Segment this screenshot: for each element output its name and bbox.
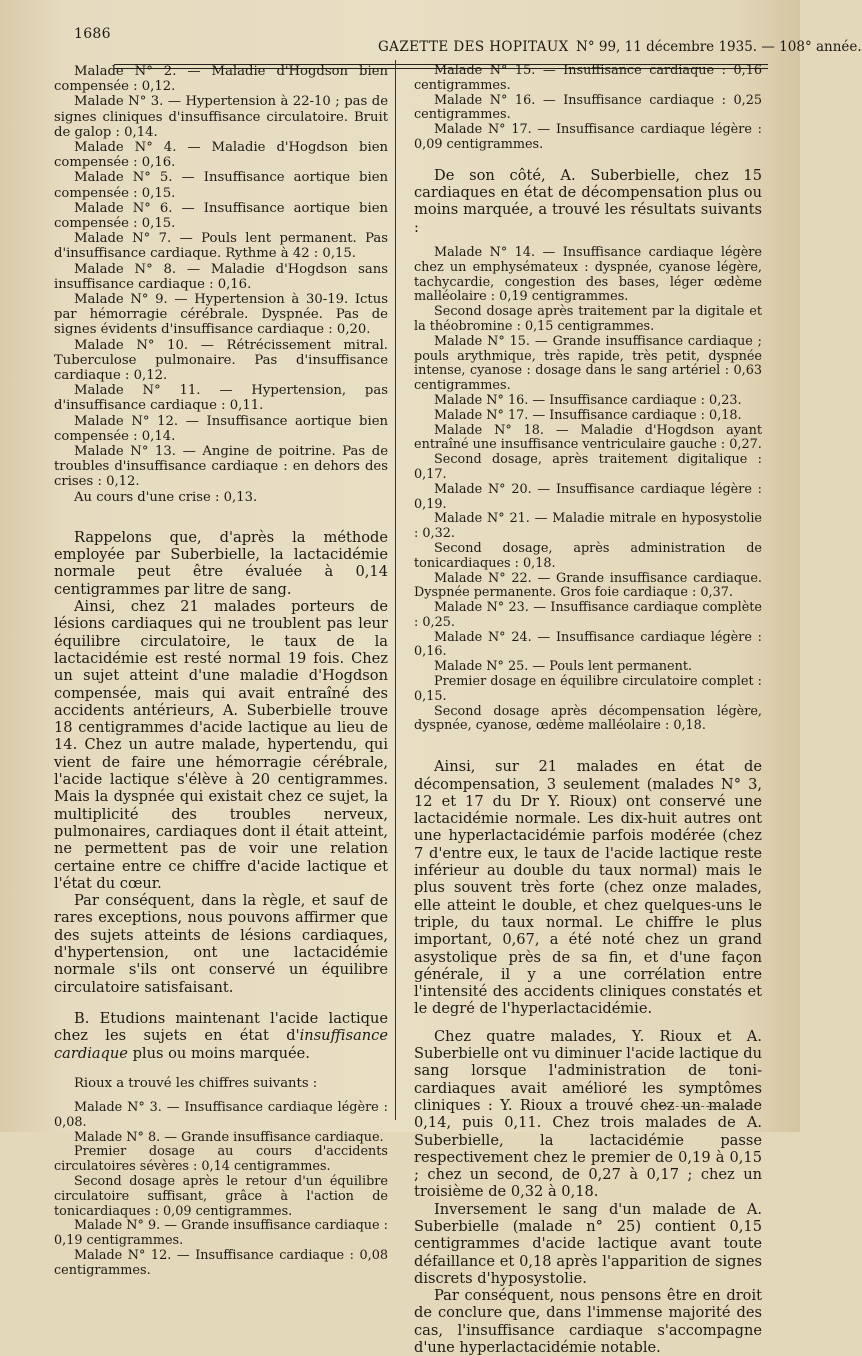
section-b-suffix: plus ou moins marquée. xyxy=(127,1044,310,1062)
case-entry: Malade N° 6. — Insuffisance aortique bien compensée : 0,15. xyxy=(54,200,388,232)
case-entry: Malade N° 14. — Insuffisance cardiaque légère chez un emphysémateux : dyspnée, cyanose légère, tachycardie, congestion des bases, léger œdème malléolaire : 0,19 centigrammes. xyxy=(414,244,762,305)
case-entry: Premier dosage en équilibre circulatoire complet : 0,15. xyxy=(414,674,762,704)
left-column xyxy=(54,64,388,1278)
paragraph-normal-lactacidemia: Rappelons que, d'après la méthode employée par Suberbielle, la lactacidémie normale peut être évaluée à 0,14 centigrammes par litre de sang. xyxy=(54,528,388,598)
rioux-intro: Rioux a trouvé les chiffres suivants : xyxy=(74,1075,318,1091)
case-list-rioux-continued xyxy=(414,64,762,153)
case-list-suberbielle xyxy=(414,246,762,734)
right-column xyxy=(414,63,762,1356)
section-b-emphasis: insuffisance cardiaque xyxy=(54,1027,388,1062)
case-entry: Malade N° 16. — Insuffisance cardiaque : 0,25 centigrammes. xyxy=(414,92,762,123)
case-entry: Second dosage après le retour d'un équilibre circulatoire suffisant, grâce à l'action de tonicardiaques : 0,09 centigrammes. xyxy=(54,1173,388,1219)
case-entry: Malade N° 3. — Insuffisance cardiaque légère : 0,08. xyxy=(54,1100,388,1130)
paragraph-tonicardiac-effect: Chez quatre malades, Y. Rioux et A. Suberbielle ont vu diminuer l'acide lactique du sang lorsque l'administration de toni-cardiaques avait amélioré les symptômes cliniques : Y. Rioux a trouvé chez un malade 0,14, puis 0,11. Chez trois malades de A. Suberbielle, la lactacidémie passe respectivement chez le premier de 0,19 à 0,15 ; chez un second, de 0,27 à 0,17 ; chez un troisième de 0,32 à 0,18. xyxy=(414,1027,762,1201)
case-entry: Malade N° 23. — Insuffisance cardiaque complète : 0,25. xyxy=(414,600,762,630)
case-entry: Malade N° 16. — Insuffisance cardiaque : 0,23. xyxy=(434,392,742,408)
case-entry: Malade N° 5. — Insuffisance aortique bien compensée : 0,15. xyxy=(54,170,388,201)
case-entry: Premier dosage au cours d'accidents circulatoires sévères : 0,14 centigrammes. xyxy=(54,1144,388,1175)
case-entry: Malade N° 25. — Pouls lent permanent. xyxy=(434,659,693,675)
case-entry: Malade N° 24. — Insuffisance cardiaque légère : 0,16. xyxy=(414,629,762,660)
case-entry: Second dosage, après traitement digitalique : 0,17. xyxy=(414,452,762,482)
case-entry: Malade N° 9. — Hypertension à 30-19. Ictus par hémorragie cérébrale. Dyspnée. Pas de signes évidents d'insuffisance cardiaque : 0,20. xyxy=(54,292,388,338)
case-list-rioux xyxy=(54,1101,388,1279)
case-entry: Malade N° 3. — Hypertension à 22-10 ; pas de signes cliniques d'insuffisance circulatoire. Bruit de galop : 0,14. xyxy=(54,94,388,140)
page-number: 1686 xyxy=(74,26,111,42)
case-entry: Malade N° 18. — Maladie d'Hogdson ayant entraîné une insuffisance ventriculaire gauche : 0,27. xyxy=(414,422,762,453)
issue-info: N° 99, 11 décembre 1935. — 108° année. xyxy=(576,39,862,55)
section-b-prefix: B. Etudions maintenant l'acide lactique chez les sujets en état d' xyxy=(54,1009,388,1045)
paragraph-decompensation-summary: Ainsi, sur 21 malades en état de décompensation, 3 seulement (malades N° 3, 12 et 17 du Dr Y. Rioux) ont conservé une lactacidémie normale. Les dix-huit autres ont une hyperlactacidémie parfois modérée (chez 7 d'entre eux, le taux de l'acide lactique reste inférieur au double du taux normal) mais le plus souvent très forte (chez onze malades, elle atteint le double, et chez quelques-uns le triple, du taux normal. Le chiffre le plus important, 0,67, a été noté chez un grand asystolique près de sa fin, et d'une façon générale, il y a une corrélation entre l'intensité des accidents cliniques constatés et le degré de l'hyperlactacidémie. xyxy=(414,758,762,1018)
case-entry: Malade N° 17. — Insuffisance cardiaque : 0,18. xyxy=(434,407,742,423)
case-entry: Malade N° 4. — Maladie d'Hogdson bien compensée : 0,16. xyxy=(54,140,388,171)
case-entry: Malade N° 13. — Angine de poitrine. Pas de troubles d'insuffisance cardiaque : en dehors des crises : 0,12. xyxy=(54,444,388,490)
case-entry: Malade N° 21. — Maladie mitrale en hyposystolie : 0,32. xyxy=(414,511,762,542)
case-entry: Malade N° 8. — Grande insuffisance cardiaque. xyxy=(74,1129,384,1145)
journal-title: GAZETTE DES HOPITAUX xyxy=(378,39,569,55)
case-entry: Malade N° 10. — Rétrécissement mitral. Tuberculose pulmonaire. Pas d'insuffisance cardiaque : 0,12. xyxy=(54,337,388,384)
case-entry: Second dosage après décompensation légère, dyspnée, cyanose, œdème malléolaire : 0,18. xyxy=(414,703,762,734)
paragraph-inversely: Inversement le sang d'un malade de A. Suberbielle (malade n° 25) contient 0,15 centigrammes d'acide lactique avant toute défaillance et 0,18 après l'apparition de signes discrets d'hyposystolie. xyxy=(414,1200,762,1287)
column-end-mark xyxy=(640,1106,750,1107)
case-entry: Malade N° 12. — Insuffisance aortique bien compensée : 0,14. xyxy=(54,413,388,444)
paragraph-21-patients: Ainsi, chez 21 malades porteurs de lésions cardiaques qui ne troublent pas leur équilibre circulatoire, le taux de la lactacidémie est resté normal 19 fois. Chez un sujet atteint d'une maladie d'Hogdson compensée, mais qui avait entraîné des accidents antérieurs, A. Suberbielle trouve 18 centigrammes d'acide lactique au lieu de 14. Chez un autre malade, hypertendu, qui vient de faire une hémorragie cérébrale, l'acide lactique s'élève à 20 centigrammes. Mais la dyspnée qui existait chez ce sujet, la multiplicité des troubles nerveux, pulmonaires, cardiaques dont il était atteint, ne permettent pas de voir une relation certaine entre ce chiffre d'acide lactique et l'état du cœur. xyxy=(54,598,388,892)
case-list-compensated xyxy=(54,64,388,505)
case-entry: Malade N° 7. — Pouls lent permanent. Pas d'insuffisance cardiaque. Rythme à 42 : 0,15. xyxy=(54,231,388,262)
case-entry: Second dosage après traitement par la digitale et la théobromine : 0,15 centigrammes. xyxy=(414,304,762,334)
case-entry: Au cours d'une crise : 0,13. xyxy=(74,489,258,505)
case-entry: Malade N° 15. — Grande insuffisance cardiaque ; pouls arythmique, très rapide, très petit, dyspnée intense, cyanose : dosage dans le sang artériel : 0,63 centigrammes. xyxy=(414,333,762,394)
case-entry: Malade N° 17. — Insuffisance cardiaque légère : 0,09 centigrammes. xyxy=(414,122,762,152)
case-entry: Malade N° 12. — Insuffisance cardiaque : 0,08 centigrammes. xyxy=(54,1247,388,1278)
column-divider xyxy=(395,60,396,1120)
case-entry: Malade N° 9. — Grande insuffisance cardiaque : 0,19 centigrammes. xyxy=(54,1218,388,1249)
section-b-heading xyxy=(54,1010,388,1062)
page-header xyxy=(36,24,862,64)
case-entry: Malade N° 15. — Insuffisance cardiaque : 0,16 centigrammes. xyxy=(414,63,762,93)
case-entry: Malade N° 8. — Maladie d'Hogdson sans insuffisance cardiaque : 0,16. xyxy=(54,261,388,292)
case-entry: Malade N° 22. — Grande insuffisance cardiaque. Dyspnée permanente. Gros foie cardiaque : 0,37. xyxy=(414,570,762,601)
paragraph-conclusion-compensated: Par conséquent, dans la règle, et sauf de rares exceptions, nous pouvons affirmer que des sujets atteints de lésions cardiaques, d'hypertension, ont une lactacidémie normale s'ils ont conservé un équilibre circulatoire satisfaisant. xyxy=(54,892,388,996)
case-entry: Malade N° 2. — Maladie d'Hogdson bien compensée : 0,12. xyxy=(54,64,388,95)
paragraph-suberbielle-intro: De son côté, A. Suberbielle, chez 15 cardiaques en état de décompensation plus ou moins marquée, a trouvé les résultats suivants : xyxy=(414,166,762,236)
case-entry: Second dosage, après administration de tonicardiaques : 0,18. xyxy=(414,540,762,571)
paragraph-final-conclusion: Par conséquent, nous pensons être en droit de conclure que, dans l'immense majorité des cas, l'insuffisance cardiaque s'accompagne d'une hyperlactacidémie notable. xyxy=(414,1287,762,1356)
case-entry: Malade N° 11. — Hypertension, pas d'insuffisance cardiaque : 0,11. xyxy=(54,383,388,414)
case-entry: Malade N° 20. — Insuffisance cardiaque légère : 0,19. xyxy=(414,481,762,512)
